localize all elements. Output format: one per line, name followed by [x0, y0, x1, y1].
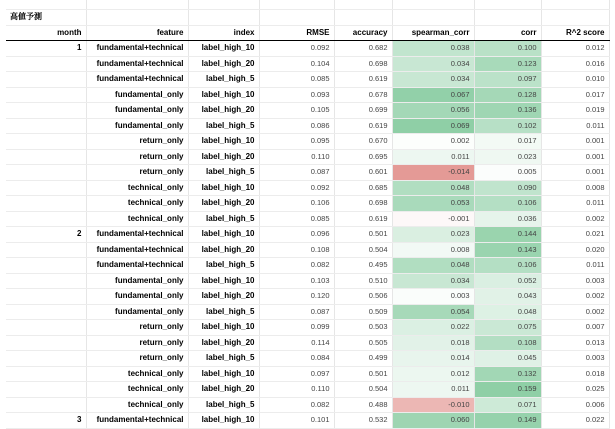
- cell-corr[interactable]: 0.128: [474, 87, 541, 103]
- cell-r2-score[interactable]: 0.019: [541, 103, 609, 119]
- table-row: [6, 366, 609, 382]
- cell-rmse[interactable]: 0.120: [259, 289, 334, 305]
- cell-feature[interactable]: fundamental+technical: [86, 41, 188, 57]
- cell-feature[interactable]: return_only: [86, 351, 188, 367]
- cell-accuracy[interactable]: 0.699: [334, 103, 392, 119]
- cell-r2-score[interactable]: 0.012: [541, 41, 609, 57]
- table-row: [6, 41, 609, 57]
- cell-spearman-corr[interactable]: 0.023: [392, 227, 474, 243]
- cell-accuracy[interactable]: 0.501: [334, 366, 392, 382]
- cell-rmse[interactable]: 0.110: [259, 382, 334, 398]
- table-row: [6, 134, 609, 150]
- cell-feature[interactable]: return_only: [86, 134, 188, 150]
- cell-rmse[interactable]: 0.104: [259, 56, 334, 72]
- cell-month[interactable]: [6, 351, 86, 367]
- cell-index[interactable]: label_high_20: [188, 242, 259, 258]
- cell-spearman-corr[interactable]: 0.048: [392, 180, 474, 196]
- cell-r2-score[interactable]: 0.001: [541, 149, 609, 165]
- cell-month[interactable]: [6, 211, 86, 227]
- cell-accuracy[interactable]: 0.698: [334, 56, 392, 72]
- table-row: [6, 382, 609, 398]
- cell-feature[interactable]: return_only: [86, 165, 188, 181]
- cell-accuracy[interactable]: 0.510: [334, 273, 392, 289]
- cell-index[interactable]: label_high_20: [188, 56, 259, 72]
- cell-spearman-corr[interactable]: 0.011: [392, 149, 474, 165]
- cell-month[interactable]: [6, 258, 86, 274]
- cell-spearman-corr[interactable]: 0.012: [392, 366, 474, 382]
- table-row: [6, 304, 609, 320]
- table-row: [6, 180, 609, 196]
- header-index[interactable]: index: [188, 25, 259, 41]
- cell-accuracy[interactable]: 0.685: [334, 180, 392, 196]
- table-row: [6, 242, 609, 258]
- cell-spearman-corr[interactable]: 0.002: [392, 134, 474, 150]
- cell-r2-score[interactable]: 0.001: [541, 134, 609, 150]
- cell-index[interactable]: label_high_20: [188, 149, 259, 165]
- table-row: [6, 335, 609, 351]
- cell-month[interactable]: [6, 118, 86, 134]
- header-rmse[interactable]: RMSE: [259, 25, 334, 41]
- cell-corr[interactable]: 0.036: [474, 211, 541, 227]
- cell-index[interactable]: label_high_5: [188, 211, 259, 227]
- cell-rmse[interactable]: 0.114: [259, 335, 334, 351]
- cell-rmse[interactable]: 0.097: [259, 366, 334, 382]
- cell-rmse[interactable]: 0.093: [259, 87, 334, 103]
- cell-spearman-corr[interactable]: 0.022: [392, 320, 474, 336]
- cell-r2-score[interactable]: 0.020: [541, 242, 609, 258]
- header-corr[interactable]: corr: [474, 25, 541, 41]
- cell-corr[interactable]: 0.108: [474, 335, 541, 351]
- cell-month[interactable]: [6, 397, 86, 413]
- cell-corr[interactable]: 0.052: [474, 273, 541, 289]
- cell-spearman-corr[interactable]: 0.060: [392, 413, 474, 429]
- cell-accuracy[interactable]: 0.488: [334, 397, 392, 413]
- table-row: [6, 165, 609, 181]
- table-row: [6, 397, 609, 413]
- table-row: [6, 227, 609, 243]
- cell-corr[interactable]: 0.017: [474, 134, 541, 150]
- cell-corr[interactable]: 0.102: [474, 118, 541, 134]
- cell-corr[interactable]: 0.132: [474, 366, 541, 382]
- table-row: [6, 273, 609, 289]
- cell-accuracy[interactable]: 0.503: [334, 320, 392, 336]
- cell-r2-score[interactable]: 0.011: [541, 258, 609, 274]
- cell-spearman-corr[interactable]: 0.053: [392, 196, 474, 212]
- cell-r2-score[interactable]: 0.011: [541, 118, 609, 134]
- cell-r2-score[interactable]: 0.011: [541, 196, 609, 212]
- cell-corr[interactable]: 0.090: [474, 180, 541, 196]
- cell-month[interactable]: [6, 165, 86, 181]
- sheet-title[interactable]: 高値予測: [6, 10, 86, 26]
- title-row: [6, 10, 609, 26]
- cell-accuracy[interactable]: 0.695: [334, 149, 392, 165]
- cell-feature[interactable]: fundamental_only: [86, 118, 188, 134]
- cell-spearman-corr[interactable]: -0.010: [392, 397, 474, 413]
- cell-r2-score[interactable]: 0.007: [541, 320, 609, 336]
- cell-accuracy[interactable]: 0.619: [334, 118, 392, 134]
- cell-spearman-corr[interactable]: 0.014: [392, 351, 474, 367]
- cell-accuracy[interactable]: 0.601: [334, 165, 392, 181]
- table-row: [6, 289, 609, 305]
- cell-month[interactable]: [6, 196, 86, 212]
- spreadsheet: [6, 0, 609, 424]
- cell-spearman-corr[interactable]: 0.008: [392, 242, 474, 258]
- cell-accuracy[interactable]: 0.506: [334, 289, 392, 305]
- cell-index[interactable]: label_high_5: [188, 351, 259, 367]
- cell-accuracy[interactable]: 0.509: [334, 304, 392, 320]
- cell-rmse[interactable]: 0.087: [259, 165, 334, 181]
- cell-feature[interactable]: fundamental_only: [86, 103, 188, 119]
- cell-accuracy[interactable]: 0.504: [334, 382, 392, 398]
- cell-feature[interactable]: technical_only: [86, 366, 188, 382]
- cell-feature[interactable]: fundamental_only: [86, 289, 188, 305]
- cell-index[interactable]: label_high_20: [188, 196, 259, 212]
- cell-rmse[interactable]: 0.085: [259, 211, 334, 227]
- cell-corr[interactable]: 0.143: [474, 242, 541, 258]
- cell-r2-score[interactable]: 0.002: [541, 211, 609, 227]
- cell-feature[interactable]: technical_only: [86, 211, 188, 227]
- cell-feature[interactable]: fundamental+technical: [86, 258, 188, 274]
- header-month[interactable]: month: [6, 25, 86, 41]
- cell-index[interactable]: label_high_10: [188, 273, 259, 289]
- cell-month[interactable]: [6, 134, 86, 150]
- cell-corr[interactable]: 0.075: [474, 320, 541, 336]
- cell-index[interactable]: label_high_10: [188, 41, 259, 57]
- cell-feature[interactable]: return_only: [86, 149, 188, 165]
- cell-feature[interactable]: return_only: [86, 335, 188, 351]
- cell-index[interactable]: label_high_5: [188, 304, 259, 320]
- cell-r2-score[interactable]: 0.008: [541, 180, 609, 196]
- cell-rmse[interactable]: 0.110: [259, 149, 334, 165]
- cell-rmse[interactable]: 0.105: [259, 103, 334, 119]
- cell-feature[interactable]: fundamental+technical: [86, 56, 188, 72]
- cell-r2-score[interactable]: 0.006: [541, 397, 609, 413]
- cell-month[interactable]: [6, 72, 86, 88]
- cell-month[interactable]: [6, 335, 86, 351]
- cell-r2-score[interactable]: 0.021: [541, 227, 609, 243]
- cell-rmse[interactable]: 0.099: [259, 320, 334, 336]
- cell-feature[interactable]: technical_only: [86, 382, 188, 398]
- cell-index[interactable]: label_high_5: [188, 258, 259, 274]
- cell-r2-score[interactable]: 0.002: [541, 304, 609, 320]
- cell-accuracy[interactable]: 0.682: [334, 41, 392, 57]
- cell-accuracy[interactable]: 0.619: [334, 211, 392, 227]
- cell-spearman-corr[interactable]: 0.048: [392, 258, 474, 274]
- cell-rmse[interactable]: 0.082: [259, 258, 334, 274]
- cell-feature[interactable]: technical_only: [86, 196, 188, 212]
- cell-feature[interactable]: fundamental_only: [86, 273, 188, 289]
- cell-spearman-corr[interactable]: 0.034: [392, 56, 474, 72]
- cell-index[interactable]: label_high_5: [188, 165, 259, 181]
- cell-accuracy[interactable]: 0.499: [334, 351, 392, 367]
- cell-month[interactable]: 3: [6, 413, 86, 429]
- cell-spearman-corr[interactable]: 0.067: [392, 87, 474, 103]
- cell-index[interactable]: label_high_10: [188, 227, 259, 243]
- cell-index[interactable]: label_high_10: [188, 366, 259, 382]
- cell-feature[interactable]: fundamental_only: [86, 87, 188, 103]
- cell-accuracy[interactable]: 0.698: [334, 196, 392, 212]
- cell-r2-score[interactable]: 0.003: [541, 273, 609, 289]
- cell-month[interactable]: [6, 366, 86, 382]
- cell-r2-score[interactable]: 0.001: [541, 165, 609, 181]
- cell-corr[interactable]: 0.071: [474, 397, 541, 413]
- cell-corr[interactable]: 0.106: [474, 196, 541, 212]
- cell-month[interactable]: [6, 242, 86, 258]
- cell-feature[interactable]: technical_only: [86, 180, 188, 196]
- cell-accuracy[interactable]: 0.495: [334, 258, 392, 274]
- cell-corr[interactable]: 0.023: [474, 149, 541, 165]
- cell-month[interactable]: [6, 103, 86, 119]
- cell-index[interactable]: label_high_20: [188, 103, 259, 119]
- cell-spearman-corr[interactable]: 0.056: [392, 103, 474, 119]
- cell-feature[interactable]: fundamental_only: [86, 304, 188, 320]
- table-row: [6, 56, 609, 72]
- cell-spearman-corr[interactable]: 0.003: [392, 289, 474, 305]
- cell-rmse[interactable]: 0.096: [259, 227, 334, 243]
- cell-index[interactable]: label_high_5: [188, 72, 259, 88]
- cell-corr[interactable]: 0.005: [474, 165, 541, 181]
- cell-corr[interactable]: 0.149: [474, 413, 541, 429]
- cell-rmse[interactable]: 0.106: [259, 196, 334, 212]
- table-row: [6, 149, 609, 165]
- cell-spearman-corr[interactable]: 0.069: [392, 118, 474, 134]
- cell-rmse[interactable]: 0.082: [259, 397, 334, 413]
- cell-month[interactable]: 1: [6, 41, 86, 57]
- cell-r2-score[interactable]: 0.022: [541, 413, 609, 429]
- cell-rmse[interactable]: 0.084: [259, 351, 334, 367]
- cell-corr[interactable]: 0.144: [474, 227, 541, 243]
- table-row: [6, 413, 609, 429]
- cell-feature[interactable]: fundamental+technical: [86, 227, 188, 243]
- header-spearman-corr[interactable]: spearman_corr: [392, 25, 474, 41]
- cell-r2-score[interactable]: 0.025: [541, 382, 609, 398]
- cell-rmse[interactable]: 0.103: [259, 273, 334, 289]
- cell-rmse[interactable]: 0.108: [259, 242, 334, 258]
- results-table: [6, 0, 610, 429]
- table-row: [6, 196, 609, 212]
- cell-month[interactable]: 2: [6, 227, 86, 243]
- table-row: [6, 72, 609, 88]
- cell-rmse[interactable]: 0.095: [259, 134, 334, 150]
- cell-corr[interactable]: 0.106: [474, 258, 541, 274]
- cell-rmse[interactable]: 0.092: [259, 180, 334, 196]
- cell-accuracy[interactable]: 0.505: [334, 335, 392, 351]
- table-row: [6, 118, 609, 134]
- cell-accuracy[interactable]: 0.501: [334, 227, 392, 243]
- cell-corr[interactable]: 0.159: [474, 382, 541, 398]
- cell-r2-score[interactable]: 0.002: [541, 289, 609, 305]
- cell-spearman-corr[interactable]: 0.034: [392, 72, 474, 88]
- cell-corr[interactable]: 0.045: [474, 351, 541, 367]
- cell-r2-score[interactable]: 0.003: [541, 351, 609, 367]
- cell-accuracy[interactable]: 0.670: [334, 134, 392, 150]
- cell-corr[interactable]: 0.043: [474, 289, 541, 305]
- cell-month[interactable]: [6, 382, 86, 398]
- cell-accuracy[interactable]: 0.619: [334, 72, 392, 88]
- cell-rmse[interactable]: 0.087: [259, 304, 334, 320]
- table-row: [6, 87, 609, 103]
- cell-spearman-corr[interactable]: 0.011: [392, 382, 474, 398]
- cell-month[interactable]: [6, 273, 86, 289]
- cell-index[interactable]: label_high_10: [188, 180, 259, 196]
- cell-accuracy[interactable]: 0.678: [334, 87, 392, 103]
- cell-feature[interactable]: fundamental+technical: [86, 72, 188, 88]
- cell-index[interactable]: label_high_20: [188, 289, 259, 305]
- cell-month[interactable]: [6, 56, 86, 72]
- cell-r2-score[interactable]: 0.013: [541, 335, 609, 351]
- table-row: [6, 258, 609, 274]
- cell-month[interactable]: [6, 320, 86, 336]
- table-row: [6, 351, 609, 367]
- cell-rmse[interactable]: 0.085: [259, 72, 334, 88]
- cell-spearman-corr[interactable]: 0.038: [392, 41, 474, 57]
- cell-spearman-corr[interactable]: 0.054: [392, 304, 474, 320]
- cell-spearman-corr[interactable]: -0.001: [392, 211, 474, 227]
- table-row: [6, 103, 609, 119]
- cell-month[interactable]: [6, 304, 86, 320]
- cell-index[interactable]: label_high_20: [188, 382, 259, 398]
- cell-spearman-corr[interactable]: 0.034: [392, 273, 474, 289]
- cell-month[interactable]: [6, 87, 86, 103]
- cell-corr[interactable]: 0.136: [474, 103, 541, 119]
- cell-spearman-corr[interactable]: 0.018: [392, 335, 474, 351]
- cell-rmse[interactable]: 0.086: [259, 118, 334, 134]
- cell-index[interactable]: label_high_5: [188, 118, 259, 134]
- cell-r2-score[interactable]: 0.018: [541, 366, 609, 382]
- cell-index[interactable]: label_high_10: [188, 134, 259, 150]
- header-r2-score[interactable]: R^2 score: [541, 25, 609, 41]
- cell-feature[interactable]: return_only: [86, 320, 188, 336]
- cell-corr[interactable]: 0.123: [474, 56, 541, 72]
- spacer-row: [6, 0, 609, 10]
- cell-month[interactable]: [6, 289, 86, 305]
- cell-index[interactable]: label_high_10: [188, 413, 259, 429]
- cell-corr[interactable]: 0.097: [474, 72, 541, 88]
- cell-corr[interactable]: 0.048: [474, 304, 541, 320]
- header-accuracy[interactable]: accuracy: [334, 25, 392, 41]
- cell-accuracy[interactable]: 0.532: [334, 413, 392, 429]
- cell-feature[interactable]: technical_only: [86, 397, 188, 413]
- header-row: [6, 25, 609, 41]
- cell-r2-score[interactable]: 0.017: [541, 87, 609, 103]
- header-feature[interactable]: feature: [86, 25, 188, 41]
- cell-month[interactable]: [6, 149, 86, 165]
- cell-spearman-corr[interactable]: -0.014: [392, 165, 474, 181]
- cell-r2-score[interactable]: 0.010: [541, 72, 609, 88]
- cell-rmse[interactable]: 0.092: [259, 41, 334, 57]
- cell-index[interactable]: label_high_10: [188, 320, 259, 336]
- cell-month[interactable]: [6, 180, 86, 196]
- cell-feature[interactable]: fundamental+technical: [86, 242, 188, 258]
- cell-accuracy[interactable]: 0.504: [334, 242, 392, 258]
- cell-index[interactable]: label_high_20: [188, 335, 259, 351]
- cell-r2-score[interactable]: 0.016: [541, 56, 609, 72]
- table-row: [6, 211, 609, 227]
- table-row: [6, 320, 609, 336]
- cell-corr[interactable]: 0.100: [474, 41, 541, 57]
- cell-index[interactable]: label_high_10: [188, 87, 259, 103]
- cell-index[interactable]: label_high_5: [188, 397, 259, 413]
- cell-feature[interactable]: fundamental+technical: [86, 413, 188, 429]
- cell-rmse[interactable]: 0.101: [259, 413, 334, 429]
